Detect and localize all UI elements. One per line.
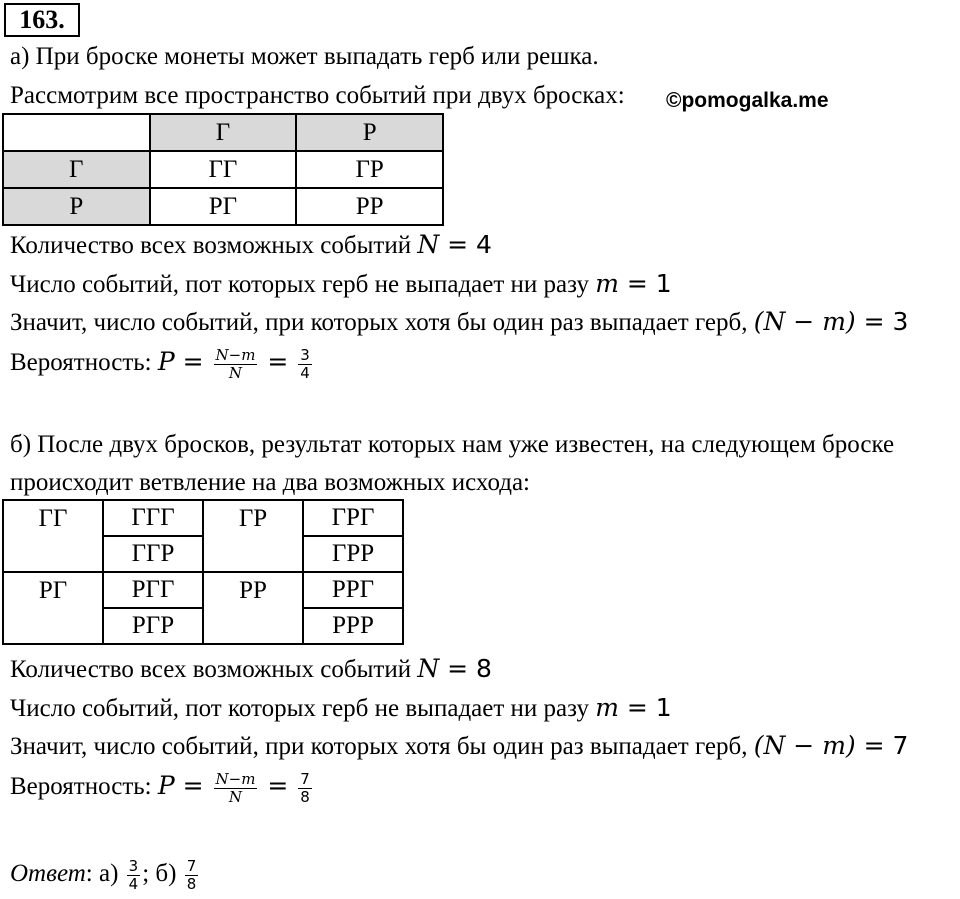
part-b-total-line [10, 656, 492, 682]
part-b-branching-text: происходит ветвление на два возможных исхода: [10, 469, 531, 496]
fraction-numerator: 7 [186, 857, 197, 876]
no-head-text: Число событий, пот которых герб не выпадает ни разу [10, 695, 596, 722]
table-row-header: Г [3, 151, 150, 188]
var-m: m [595, 693, 619, 722]
table-cell: ГГР [103, 536, 203, 572]
part-a-intro: а) При броске монеты может выпадать герб или решка. [10, 43, 599, 70]
three-throws-table [2, 499, 404, 645]
table-group-cell: РГ [3, 572, 103, 644]
part-a-no-head-line [10, 271, 672, 297]
table-cell: РР [296, 188, 443, 225]
var-p: P [157, 771, 175, 800]
part-b-probability-line [10, 764, 314, 809]
part-a-total-line [10, 232, 492, 258]
table-cell: ГГГ [103, 500, 203, 536]
at-least-value: = 3 [855, 307, 909, 336]
answer-a-prefix: а) [98, 860, 125, 887]
table-cell: РРР [303, 608, 403, 644]
part-b-intro: б) После двух бросков, результат которых нам уже известен, на следующем броске [10, 431, 895, 458]
var-n: N [417, 230, 440, 259]
no-head-value: = 1 [618, 693, 672, 722]
fraction-numerator: N−m [215, 770, 256, 789]
answer-a-fraction [127, 858, 141, 892]
part-a-probability-line [10, 340, 314, 385]
no-head-text: Число событий, пот которых герб не выпадает ни разу [10, 271, 596, 298]
part-a-space-text: Рассмотрим все пространство событий при двух бросках: [10, 82, 625, 109]
equals-sign: = [259, 347, 297, 376]
total-value: = 4 [439, 230, 492, 259]
answer-line [10, 852, 200, 896]
part-b-no-head-line [10, 695, 672, 721]
table-group-cell: ГР [203, 500, 303, 572]
at-least-text: Значит, число событий, при которых хотя бы один раз выпадает герб, [10, 733, 754, 760]
fraction-numerator: 3 [300, 346, 310, 365]
table-group-cell: РР [203, 572, 303, 644]
watermark: ©pomogalka.me [666, 89, 829, 112]
fraction-denominator: N [228, 363, 243, 382]
answer-b-fraction [185, 858, 199, 892]
n-minus-m: (N − m) [753, 307, 856, 336]
no-head-value: = 1 [618, 269, 672, 298]
table-corner-cell [3, 114, 150, 151]
var-p: P [157, 347, 175, 376]
at-least-text: Значит, число событий, при которых хотя бы один раз выпадает герб, [10, 309, 754, 336]
table-cell: РГР [103, 608, 203, 644]
total-text: Количество всех возможных событий [10, 232, 418, 259]
fraction-denominator: 4 [300, 363, 310, 382]
table-header-cell: Р [296, 114, 443, 151]
total-text: Количество всех возможных событий [10, 656, 418, 683]
equals-sign: = [174, 347, 212, 376]
probability-label: Вероятность: [10, 349, 158, 376]
table-row-header: Р [3, 188, 150, 225]
fraction-denominator: N [228, 787, 243, 806]
var-n: N [417, 654, 440, 683]
equals-sign: = [259, 771, 297, 800]
part-a-at-least-line [10, 309, 908, 335]
fraction-denominator: 8 [300, 787, 310, 806]
table-cell: ГРР [303, 536, 403, 572]
fraction-formula [214, 347, 258, 381]
table-cell: РГ [150, 188, 297, 225]
answer-colon: : [85, 860, 99, 887]
table-header-cell: Г [150, 114, 297, 151]
table-cell: ГГ [150, 151, 297, 188]
fraction-numerator: N−m [215, 346, 256, 365]
table-cell: ГР [296, 151, 443, 188]
table-cell: РРГ [303, 572, 403, 608]
fraction-formula [214, 771, 258, 805]
table-cell: РГГ [103, 572, 203, 608]
answer-separator: ; б) [142, 860, 183, 887]
table-group-cell: ГГ [3, 500, 103, 572]
problem-number: 163. [4, 3, 80, 37]
fraction-result [298, 771, 312, 805]
table-cell: ГРГ [303, 500, 403, 536]
at-least-value: = 7 [855, 731, 909, 760]
fraction-numerator: 7 [300, 770, 310, 789]
part-b-at-least-line [10, 733, 908, 759]
fraction-numerator: 3 [128, 857, 139, 876]
n-minus-m: (N − m) [753, 731, 856, 760]
total-value: = 8 [439, 654, 492, 683]
two-throws-table [2, 113, 444, 226]
fraction-denominator: 4 [128, 874, 139, 893]
probability-label: Вероятность: [10, 773, 158, 800]
answer-label: Ответ [10, 860, 86, 887]
var-m: m [595, 269, 619, 298]
fraction-denominator: 8 [186, 874, 197, 893]
fraction-result [298, 347, 312, 381]
equals-sign: = [174, 771, 212, 800]
